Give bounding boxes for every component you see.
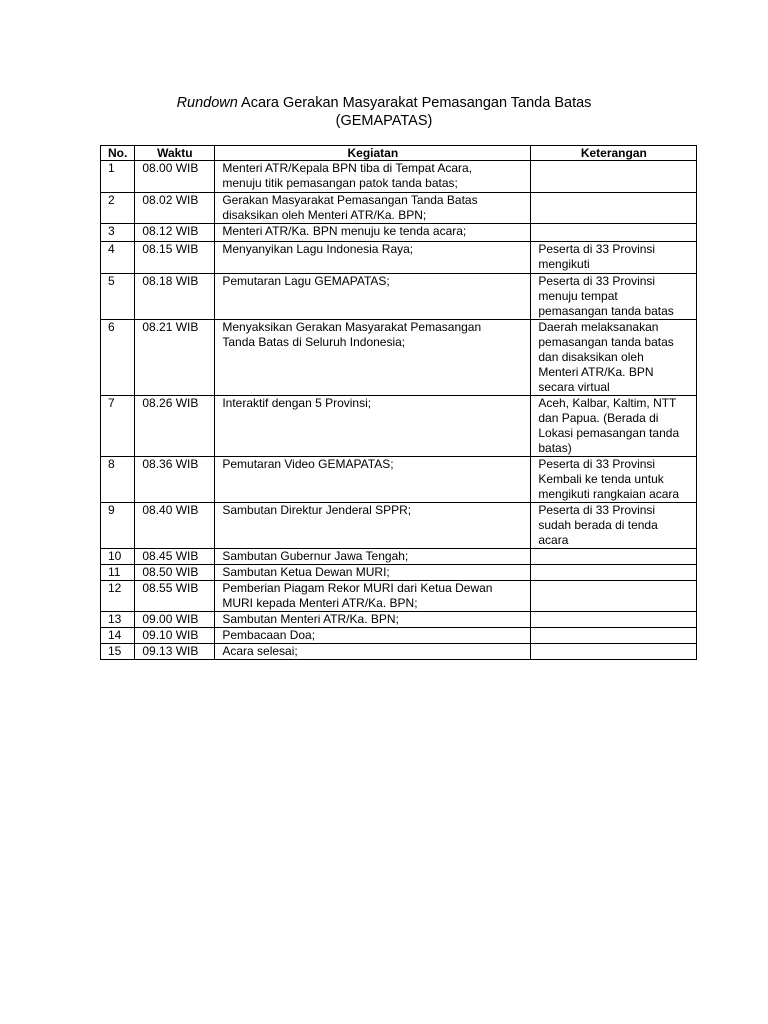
table-row bbox=[101, 274, 697, 320]
row-time: 08.36 WIB bbox=[135, 457, 215, 503]
row-note: Peserta di 33 Provinsi sudah berada di tenda acara bbox=[531, 503, 697, 549]
row-time: 08.26 WIB bbox=[135, 396, 215, 457]
row-activity: Sambutan Gubernur Jawa Tengah; bbox=[215, 549, 531, 565]
row-activity: Sambutan Direktur Jenderal SPPR; bbox=[215, 503, 531, 549]
row-no: 1 bbox=[101, 161, 135, 193]
row-no: 13 bbox=[101, 612, 135, 628]
row-time: 08.12 WIB bbox=[135, 224, 215, 242]
row-note bbox=[531, 628, 697, 644]
header-activity: Kegiatan bbox=[215, 146, 531, 161]
table-row bbox=[101, 549, 697, 565]
row-activity: Menyanyikan Lagu Indonesia Raya; bbox=[215, 242, 531, 274]
row-activity: Pemutaran Lagu GEMAPATAS; bbox=[215, 274, 531, 320]
row-time: 08.55 WIB bbox=[135, 581, 215, 612]
page-subtitle: (GEMAPATAS) bbox=[335, 113, 433, 129]
table-row bbox=[101, 503, 697, 549]
table-row bbox=[101, 644, 697, 660]
row-note bbox=[531, 224, 697, 242]
row-activity: Pemutaran Video GEMAPATAS; bbox=[215, 457, 531, 503]
row-time: 08.50 WIB bbox=[135, 565, 215, 581]
row-note bbox=[531, 549, 697, 565]
row-note: Peserta di 33 Provinsi menuju tempat pemasangan tanda batas bbox=[531, 274, 697, 320]
title-rest: Acara Gerakan Masyarakat Pemasangan Tanda Batas bbox=[237, 95, 592, 111]
row-no: 5 bbox=[101, 274, 135, 320]
row-time: 09.13 WIB bbox=[135, 644, 215, 660]
title-italic: Rundown bbox=[176, 95, 238, 111]
row-note bbox=[531, 161, 697, 193]
row-activity: Menyaksikan Gerakan Masyarakat Pemasangan Tanda Batas di Seluruh Indonesia; bbox=[215, 320, 531, 396]
row-no: 8 bbox=[101, 457, 135, 503]
header-no: No. bbox=[101, 146, 135, 161]
table-row bbox=[101, 224, 697, 242]
table-row bbox=[101, 628, 697, 644]
row-note bbox=[531, 581, 697, 612]
table-row bbox=[101, 242, 697, 274]
row-time: 08.40 WIB bbox=[135, 503, 215, 549]
row-activity: Sambutan Ketua Dewan MURI; bbox=[215, 565, 531, 581]
table-row bbox=[101, 581, 697, 612]
row-activity: Acara selesai; bbox=[215, 644, 531, 660]
header-note: Keterangan bbox=[531, 146, 697, 161]
row-no: 14 bbox=[101, 628, 135, 644]
row-time: 09.00 WIB bbox=[135, 612, 215, 628]
row-no: 15 bbox=[101, 644, 135, 660]
row-no: 9 bbox=[101, 503, 135, 549]
row-activity: Menteri ATR/Kepala BPN tiba di Tempat Acara, menuju titik pemasangan patok tanda batas; bbox=[215, 161, 531, 193]
rundown-table bbox=[100, 145, 697, 660]
row-time: 09.10 WIB bbox=[135, 628, 215, 644]
table-row bbox=[101, 457, 697, 503]
row-no: 3 bbox=[101, 224, 135, 242]
row-activity: Gerakan Masyarakat Pemasangan Tanda Batas disaksikan oleh Menteri ATR/Ka. BPN; bbox=[215, 193, 531, 224]
row-activity: Sambutan Menteri ATR/Ka. BPN; bbox=[215, 612, 531, 628]
row-time: 08.15 WIB bbox=[135, 242, 215, 274]
row-no: 7 bbox=[101, 396, 135, 457]
row-no: 4 bbox=[101, 242, 135, 274]
row-no: 11 bbox=[101, 565, 135, 581]
row-note bbox=[531, 565, 697, 581]
row-note: Daerah melaksanakan pemasangan tanda batas dan disaksikan oleh Menteri ATR/Ka. BPN secara virtual bbox=[531, 320, 697, 396]
row-time: 08.02 WIB bbox=[135, 193, 215, 224]
row-no: 10 bbox=[101, 549, 135, 565]
row-note: Peserta di 33 Provinsi Kembali ke tenda untuk mengikuti rangkaian acara bbox=[531, 457, 697, 503]
header-time: Waktu bbox=[135, 146, 215, 161]
row-time: 08.00 WIB bbox=[135, 161, 215, 193]
row-no: 2 bbox=[101, 193, 135, 224]
row-no: 12 bbox=[101, 581, 135, 612]
row-note bbox=[531, 193, 697, 224]
table-row bbox=[101, 565, 697, 581]
table-row bbox=[101, 612, 697, 628]
row-no: 6 bbox=[101, 320, 135, 396]
row-time: 08.18 WIB bbox=[135, 274, 215, 320]
row-note: Aceh, Kalbar, Kaltim, NTT dan Papua. (Berada di Lokasi pemasangan tanda batas) bbox=[531, 396, 697, 457]
table-row bbox=[101, 161, 697, 193]
table-row bbox=[101, 396, 697, 457]
row-activity: Interaktif dengan 5 Provinsi; bbox=[215, 396, 531, 457]
row-activity: Menteri ATR/Ka. BPN menuju ke tenda acara; bbox=[215, 224, 531, 242]
row-activity: Pemberian Piagam Rekor MURI dari Ketua Dewan MURI kepada Menteri ATR/Ka. BPN; bbox=[215, 581, 531, 612]
row-note bbox=[531, 612, 697, 628]
row-time: 08.21 WIB bbox=[135, 320, 215, 396]
page-title bbox=[0, 94, 768, 112]
table-row bbox=[101, 193, 697, 224]
row-activity: Pembacaan Doa; bbox=[215, 628, 531, 644]
table-row bbox=[101, 320, 697, 396]
row-note bbox=[531, 644, 697, 660]
table-header-row bbox=[101, 146, 697, 161]
row-note: Peserta di 33 Provinsi mengikuti bbox=[531, 242, 697, 274]
row-time: 08.45 WIB bbox=[135, 549, 215, 565]
